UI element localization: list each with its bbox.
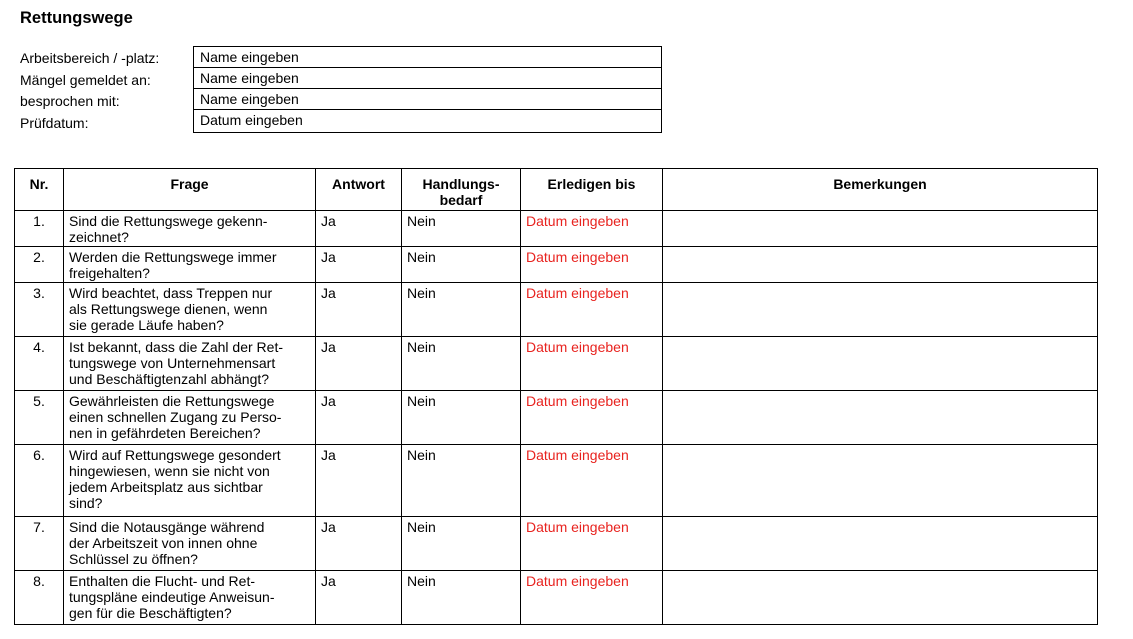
col-bemerkungen: Bemerkungen — [663, 169, 1098, 211]
col-handlungsbedarf — [402, 169, 521, 211]
table-row — [15, 391, 1098, 445]
answer-field[interactable]: Ja — [316, 571, 402, 625]
table-row — [15, 571, 1098, 625]
handlungsbedarf-field[interactable]: Nein — [402, 247, 521, 283]
question-line: Schlüssel zu öffnen? — [69, 551, 198, 567]
remarks-field[interactable] — [663, 391, 1098, 445]
due-date-field[interactable]: Datum eingeben — [521, 517, 663, 571]
remarks-field[interactable] — [663, 211, 1098, 247]
handlungsbedarf-field[interactable]: Nein — [402, 391, 521, 445]
label-maengel: Mängel gemeldet an: — [20, 72, 151, 88]
question-cell — [64, 283, 316, 337]
question-line: jedem Arbeitsplatz aus sichtbar — [69, 479, 263, 495]
question-line: tungspläne eindeutige Anweisun- — [69, 589, 275, 605]
question-line: hingewiesen, wenn sie nicht von — [69, 463, 270, 479]
due-date-field[interactable]: Datum eingeben — [521, 211, 663, 247]
due-date-field[interactable]: Datum eingeben — [521, 391, 663, 445]
row-number: 4. — [15, 337, 64, 391]
question-line: Wird beachtet, dass Treppen nur — [69, 285, 273, 301]
due-date-field[interactable]: Datum eingeben — [521, 571, 663, 625]
question-line: sind? — [69, 495, 103, 511]
question-line: nen in gefährdeten Bereichen? — [69, 425, 261, 441]
row-number: 6. — [15, 445, 64, 517]
due-date-field[interactable]: Datum eingeben — [521, 445, 663, 517]
due-date-field[interactable]: Datum eingeben — [521, 283, 663, 337]
handlungsbedarf-field[interactable]: Nein — [402, 445, 521, 517]
question-line: freigehalten? — [69, 265, 150, 281]
col-handlungsbedarf-line2: bedarf — [439, 192, 483, 208]
question-cell — [64, 391, 316, 445]
question-line: gen für die Beschäftigten? — [69, 605, 232, 621]
question-line: Sind die Rettungswege gekenn- — [69, 213, 268, 229]
col-handlungsbedarf-line1: Handlungs- — [422, 176, 500, 192]
question-line: sie gerade Läufe haben? — [69, 317, 224, 333]
label-pruefdatum: Prüfdatum: — [20, 115, 89, 131]
remarks-field[interactable] — [663, 571, 1098, 625]
question-line: einen schnellen Zugang zu Perso- — [69, 409, 282, 425]
question-line: Sind die Notausgänge während — [69, 519, 265, 535]
header-form — [193, 46, 662, 133]
besprochen-field[interactable]: Name eingeben — [194, 89, 661, 110]
question-cell — [64, 445, 316, 517]
table-row — [15, 283, 1098, 337]
maengel-field[interactable]: Name eingeben — [194, 68, 661, 89]
row-number: 1. — [15, 211, 64, 247]
handlungsbedarf-field[interactable]: Nein — [402, 211, 521, 247]
checklist-table — [14, 168, 1098, 625]
table-row — [15, 211, 1098, 247]
row-number: 7. — [15, 517, 64, 571]
handlungsbedarf-field[interactable]: Nein — [402, 571, 521, 625]
question-line: und Beschäftigtenzahl abhängt? — [69, 371, 270, 387]
answer-field[interactable]: Ja — [316, 337, 402, 391]
question-cell — [64, 211, 316, 247]
answer-field[interactable]: Ja — [316, 283, 402, 337]
table-row — [15, 445, 1098, 517]
question-line: zeichnet? — [69, 229, 129, 245]
due-date-field[interactable]: Datum eingeben — [521, 337, 663, 391]
question-cell — [64, 247, 316, 283]
handlungsbedarf-field[interactable]: Nein — [402, 337, 521, 391]
remarks-field[interactable] — [663, 283, 1098, 337]
arbeitsbereich-field[interactable]: Name eingeben — [194, 47, 661, 68]
remarks-field[interactable] — [663, 445, 1098, 517]
col-erledigen-bis: Erledigen bis — [521, 169, 663, 211]
remarks-field[interactable] — [663, 247, 1098, 283]
table-header-row — [15, 169, 1098, 211]
handlungsbedarf-field[interactable]: Nein — [402, 283, 521, 337]
col-frage: Frage — [64, 169, 316, 211]
question-cell — [64, 571, 316, 625]
answer-field[interactable]: Ja — [316, 517, 402, 571]
question-line: Gewährleisten die Rettungswege — [69, 393, 275, 409]
question-line: Werden die Rettungswege immer — [69, 249, 277, 265]
answer-field[interactable]: Ja — [316, 211, 402, 247]
col-antwort: Antwort — [316, 169, 402, 211]
row-number: 8. — [15, 571, 64, 625]
answer-field[interactable]: Ja — [316, 247, 402, 283]
answer-field[interactable]: Ja — [316, 391, 402, 445]
row-number: 3. — [15, 283, 64, 337]
answer-field[interactable]: Ja — [316, 445, 402, 517]
pruefdatum-field[interactable]: Datum eingeben — [200, 112, 303, 128]
table-row — [15, 247, 1098, 283]
remarks-field[interactable] — [663, 517, 1098, 571]
row-number: 2. — [15, 247, 64, 283]
table-row — [15, 517, 1098, 571]
question-line: Ist bekannt, dass die Zahl der Ret- — [69, 339, 283, 355]
remarks-field[interactable] — [663, 337, 1098, 391]
question-cell — [64, 517, 316, 571]
col-nr: Nr. — [15, 169, 64, 211]
label-besprochen: besprochen mit: — [20, 93, 120, 109]
question-line: Wird auf Rettungswege gesondert — [69, 447, 281, 463]
due-date-field[interactable]: Datum eingeben — [521, 247, 663, 283]
table-row — [15, 337, 1098, 391]
page-title: Rettungswege — [20, 9, 133, 27]
row-number: 5. — [15, 391, 64, 445]
label-arbeitsbereich: Arbeitsbereich / -platz: — [20, 50, 160, 66]
question-line: der Arbeitszeit von innen ohne — [69, 535, 258, 551]
question-line: als Rettungswege dienen, wenn — [69, 301, 268, 317]
handlungsbedarf-field[interactable]: Nein — [402, 517, 521, 571]
question-line: Enthalten die Flucht- und Ret- — [69, 573, 255, 589]
question-line: tungswege von Unternehmensart — [69, 355, 276, 371]
question-cell — [64, 337, 316, 391]
